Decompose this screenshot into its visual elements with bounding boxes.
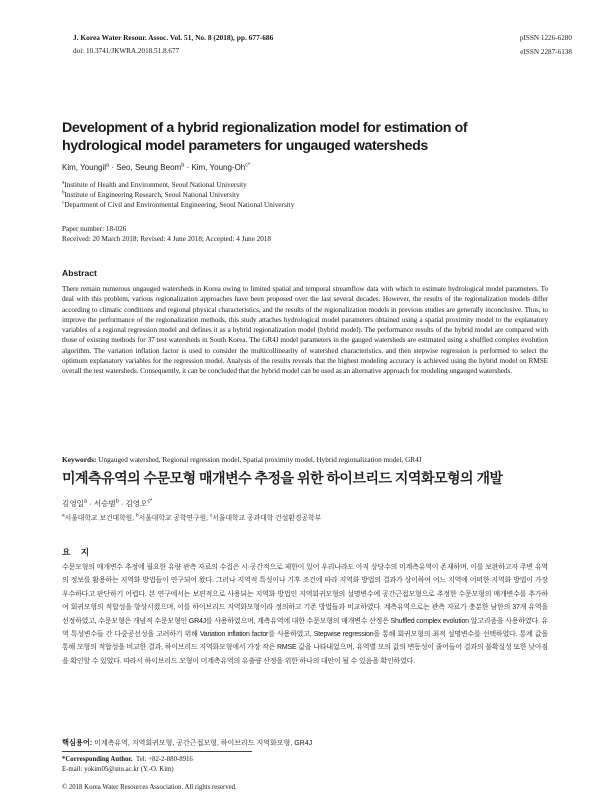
affiliation-c-sup: c bbox=[62, 200, 65, 206]
paper-dates: Received: 20 March 2018; Revised: 4 June 2018; Accepted: 4 June 2018 bbox=[62, 235, 271, 243]
abstract-body: There remain numerous ungauged watersheds in Korea owing to limited spatial and temporal streamflow data with which to estimate hydrological model parameters. To deal with this problem, various regionalization approaches have been proposed over the last several decades. However, the results of the regionalization models differ according to climatic conditions and regional physical characteristics, and the results of the regionalization models in previous studies are generally inconclusive. Thus, to improve the performance of the regionalization methods, this study attaches hydrological model parameters obtained using a spatial proximity model to the explanatory variables of a regional regression model and defines it as a hybrid regionalization model (hybrid model). The performance results of the hybrid model are compared with those of existing methods for 37 test watersheds in South Korea. The GR4J model parameters in the gauged watersheds are estimated using a shuffled complex evolution algorithm. The variation inflation factor is used to consider the multicollinearity of watershed characteristics, and then stepwise regression is performed to select the optimum explanatory variables for the regression model. Analysis of the results reveals that the highest modeling accuracy is achieved using the hybrid model on RMSE overall the test watersheds. Consequently, it can be concluded that the hybrid model can be used as an alternative approach for modeling ungauged watersheds. bbox=[62, 285, 548, 375]
author-1: Kim, Youngil bbox=[62, 163, 107, 172]
author-3: Kim, Young-Oh bbox=[191, 163, 246, 172]
keywords-label: Keywords: bbox=[62, 455, 97, 464]
author-2: Seo, Seung Beom bbox=[116, 163, 182, 172]
author-2-ko-sup: b bbox=[115, 498, 119, 505]
abstract-heading: Abstract bbox=[62, 268, 97, 278]
paper-number: Paper number: 18-026 bbox=[62, 225, 127, 233]
affiliation-b-sup: b bbox=[62, 190, 65, 196]
keywords-text: Ungauged watershed, Regional regression model, Spatial proximity model, Hybrid regionalization model, GR4J bbox=[98, 456, 422, 464]
abstract-ko-body: 수문모형의 매개변수 추정에 필요한 유량 관측 자료의 수집은 시·공간적으로 제한이 있어 우리나라도 아직 상당수의 미계측유역이 존재하며, 이를 보완하고자 주변 유역의 정보를 활용하는 지역화 방법들이 연구되어 왔다. 그러나 지역적 특성이나 기후 조건에 따라 지역화 방법의 결과가 상이하여 어느 지역에 어떠한 지역화 방법이 가장 우수하다고 판단하기 어렵다. 본 연구에서는 보편적으로 사용되는 지역화 방법인 지역회귀모형의 설명변수에 공간근접모형으로 추정한 수문모형의 매개변수를 추가하여 회귀모형의 적합성을 향상시켰으며, 이를 하이브리드 지역화모형이라 정의하고 기존 방법들과 비교하였다. 계측유역으로는 관측 자료가 충분한 남한의 37개 유역을 선정하였고, 수문모형은 개념적 수문모형인 GR4J를 사용하였으며, 계측유역에 대한 수문모형의 매개변수 산정은 Shuffled complex evolution 알고리즘을 사용하였다. 유역 특성변수들 간 다중공선성을 고려하기 위해 Variation inflation factor를 사용하였고, Stepwise regression을 통해 회귀모형의 최적 설명변수를 선택하였다. 통계 값을 통해 모형의 적합성을 비교한 결과, 하이브리드 지역화모형에서 가장 작은 RMSE 값을 나타내었으며, 유역별 모의 값의 변동성이 줄어들어 결과의 불확실성 또한 낮아짐을 확인할 수 있었다. 따라서 하이브리드 모형이 미계측유역의 유출량 산정을 위한 하나의 대안이 될 수 있음을 확인하였다. bbox=[62, 564, 548, 665]
affil-ko-c: 서울대학교 공과대학 건설환경공학부 bbox=[212, 515, 322, 522]
copyright-notice: © 2018 Korea Water Resources Association. All rights reserved. bbox=[62, 784, 237, 791]
corr-tel: Tel: +82-2-880-8916 bbox=[136, 756, 193, 763]
author-2-ko: 서승범 bbox=[93, 499, 116, 508]
keywords-ko-text: 미계측유역, 지역회귀모형, 공간근접모형, 하이브리드 지역화모형, GR4J bbox=[94, 740, 313, 747]
paper-info bbox=[62, 224, 271, 244]
affil-ko-b: 서울대학교 공학연구원, bbox=[138, 515, 210, 522]
author-separator: · bbox=[109, 163, 117, 172]
paper-title-en: Development of a hybrid regionalization model for estimation of hydrological model parameters for ungauged watersheds bbox=[62, 120, 468, 154]
author-list-ko bbox=[62, 499, 152, 509]
affiliation-a-text: Institute of Health and Environment, Seoul National University bbox=[64, 181, 247, 189]
keywords-ko-label: 핵심용어: bbox=[62, 738, 93, 747]
affiliations-ko bbox=[62, 514, 321, 524]
keywords-en bbox=[62, 455, 548, 465]
author-3-ko: 김영오 bbox=[125, 499, 148, 508]
author-1-ko-sup: a bbox=[84, 498, 87, 505]
author-1-ko: 김영일 bbox=[62, 499, 85, 508]
footnote-divider bbox=[62, 751, 252, 752]
issn-block bbox=[452, 33, 572, 57]
pissn-text: pISSN 1226-6280 bbox=[519, 34, 572, 42]
affiliation-b bbox=[62, 190, 294, 200]
author-2-sup: b bbox=[181, 162, 185, 169]
abstract-ko-heading: 요 지 bbox=[62, 547, 93, 557]
author-separator: · bbox=[118, 499, 126, 508]
affiliation-c-text: Department of Civil and Environmental Engineering, Seoul National University bbox=[64, 201, 295, 209]
eissn-text: eISSN 2287-6138 bbox=[520, 48, 572, 56]
affil-ko-c-sup: c bbox=[209, 513, 213, 519]
corresponding-author bbox=[62, 755, 193, 765]
keywords-ko bbox=[62, 738, 312, 749]
corresponding-email[interactable]: E-mail: yokim05@snu.ac.kr (Y.-O. Kim) bbox=[62, 766, 174, 773]
author-list-en bbox=[62, 163, 250, 173]
paper-title-ko: 미계측유역의 수문모형 매개변수 추정을 위한 하이브리드 지역화모형의 개발 bbox=[62, 470, 503, 486]
author-separator: · bbox=[86, 499, 94, 508]
author-separator: · bbox=[184, 163, 192, 172]
affiliations-en bbox=[62, 180, 294, 210]
journal-citation: J. Korea Water Resour. Assoc. Vol. 51, No. 8 (2018), pp. 677-686 bbox=[73, 33, 274, 42]
author-3-sup: c* bbox=[245, 162, 251, 169]
affiliation-b-text: Institute of Engineering Research, Seoul National University bbox=[64, 191, 240, 199]
author-1-sup: a bbox=[106, 162, 110, 169]
doi-text[interactable]: doi: 10.3741/JKWRA.2018.51.8.677 bbox=[73, 47, 180, 55]
corr-label: *Corresponding Author. bbox=[62, 756, 133, 763]
author-3-ko-sup: c* bbox=[147, 498, 153, 505]
affil-ko-a: 서울대학교 보건대학원, bbox=[64, 515, 136, 522]
journal-header bbox=[73, 33, 373, 57]
affiliation-a-sup: a bbox=[62, 180, 65, 186]
affil-ko-b-sup: b bbox=[135, 513, 139, 519]
affiliation-a bbox=[62, 180, 294, 190]
affiliation-c bbox=[62, 200, 294, 210]
affil-ko-a-sup: a bbox=[62, 513, 65, 519]
